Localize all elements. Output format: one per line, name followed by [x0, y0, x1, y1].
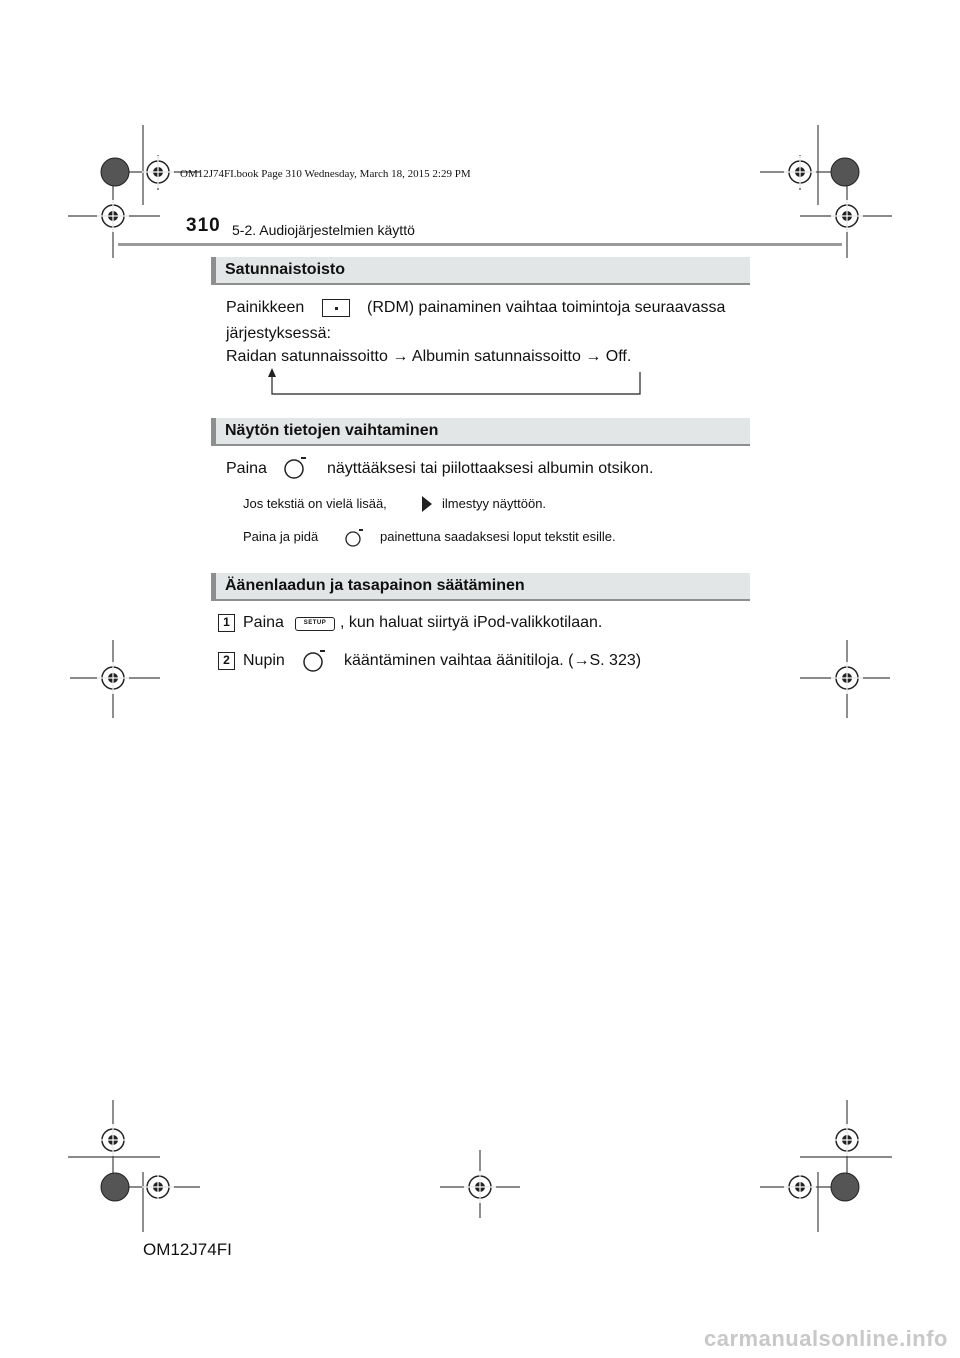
random-line-2: järjestyksessä:	[226, 325, 331, 342]
watermark[interactable]: carmanualsonline.info	[704, 1326, 948, 1351]
display-main-pre: Paina	[226, 460, 267, 477]
heading-text: Äänenlaadun ja tasapainon säätäminen	[225, 577, 525, 594]
step-1-pre: Paina	[243, 614, 284, 631]
page-number: 310	[186, 215, 221, 236]
cycle-return-arrow	[262, 368, 652, 400]
note-2-post: painettuna saadaksesi loput tekstit esille.	[380, 529, 616, 544]
step-1-post: , kun haluat siirtyä iPod-valikkotilaan.	[340, 614, 603, 631]
knob-icon	[302, 648, 328, 674]
footer-code: OM12J74FI	[143, 1240, 232, 1259]
setup-label: SETUP	[303, 620, 327, 626]
top-rule	[118, 243, 842, 246]
section-heading-random-play	[211, 257, 750, 285]
step-2-post: kääntäminen vaihtaa äänitiloja. (→S. 323)	[344, 652, 642, 669]
heading-text: Näytön tietojen vaihtaminen	[225, 422, 439, 439]
rdm-button-icon	[322, 299, 350, 317]
step-number: 2	[218, 652, 235, 670]
random-line-3: Raidan satunnaissoitto → Albumin satunnaissoitto → Off.	[226, 348, 632, 365]
display-main-post: näyttääksesi tai piilottaaksesi albumin otsikon.	[327, 460, 654, 477]
note-1-post: ilmestyy näyttöön.	[442, 496, 547, 511]
random-line-1-post: (RDM) painaminen vaihtaa toimintoja seuraavassa	[367, 299, 726, 316]
knob-icon	[344, 527, 366, 549]
step-number: 1	[218, 614, 235, 632]
section-title: 5-2. Audiojärjestelmien käyttö	[232, 222, 415, 238]
random-line-1-pre: Painikkeen	[226, 299, 305, 316]
section-heading-display-info	[211, 418, 750, 446]
book-header: OM12J74FI.book Page 310 Wednesday, March 18, 2015 2:29 PM	[180, 168, 471, 180]
setup-button-icon	[295, 617, 335, 631]
heading-text: Satunnaistoisto	[225, 261, 346, 278]
note-1-pre: Jos tekstiä on vielä lisää,	[243, 496, 387, 511]
section-heading-sound-settings	[211, 573, 750, 601]
arrow-right-icon	[420, 494, 434, 514]
knob-icon	[283, 455, 309, 481]
note-2-pre: Paina ja pidä	[243, 529, 319, 544]
step-2-pre: Nupin	[243, 652, 285, 669]
